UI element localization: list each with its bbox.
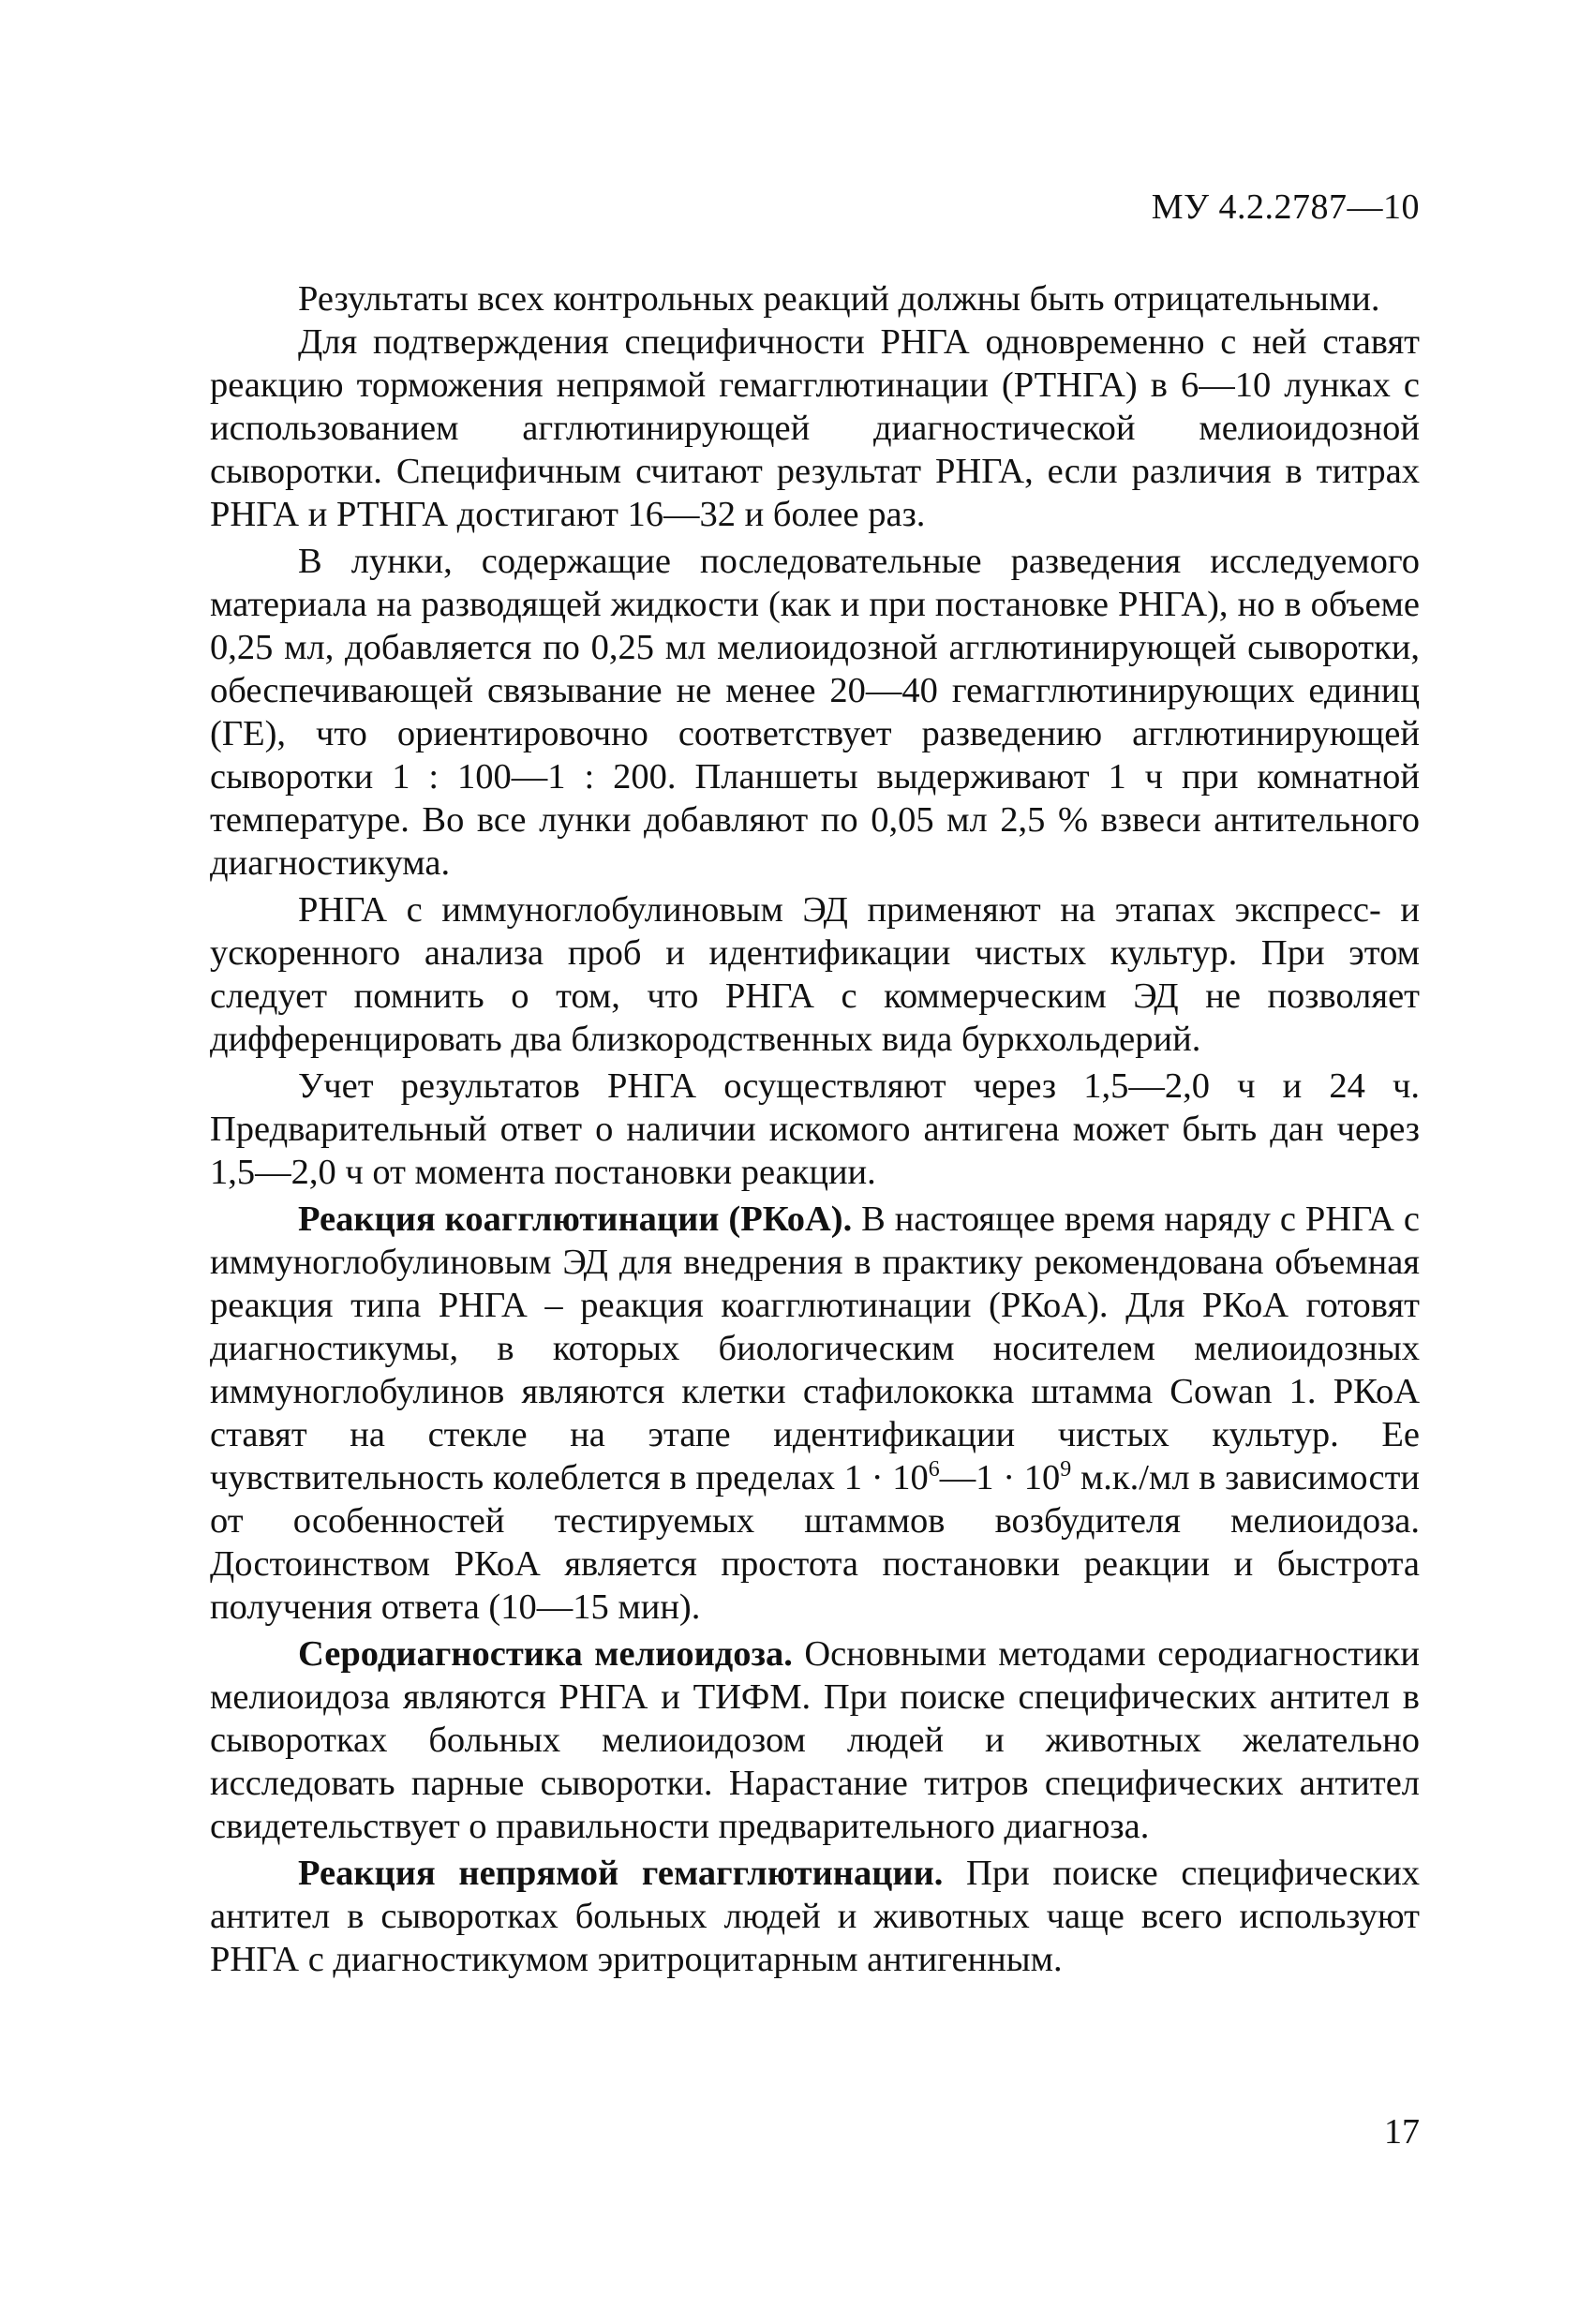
page-number: 17 — [1384, 2112, 1420, 2152]
paragraph-text: В лунки, содержащие последовательные разведения исследуемого материала на разводящей жидкости (как и при постановке РНГА), но в объеме 0,25 мл, добавляется по 0,25 мл мелиоидозной агглютинирующей сыворотки, обеспечивающей связывание не менее 20—40 гемагглютинирующих единиц (ГЕ), что ориентировочно соответствует разведению агглютинирующей сыворотки 1 : 100—1 : 200. Планшеты выдерживают 1 ч при комнатной температуре. Во все лунки добавляют по 0,05 мл 2,5 % взвеси антительного диагностикума. — [210, 542, 1420, 883]
paragraph-text: Основными методами серодиагностики мелиоидоза являются РНГА и ТИФМ. При поиске специфических антител в сыворотках больных мелиоидозом людей и животных желательно исследовать парные сыворотки. Нарастание титров специфических антител свидетельствует о правильности предварительного диагноза. — [210, 1634, 1420, 1846]
paragraph-serodiagnostics — [210, 1632, 1420, 1848]
paragraph-lead-heading: Реакция непрямой гемагглютинации. — [298, 1854, 944, 1893]
paragraph-indirect-hemagglutination — [210, 1852, 1420, 1981]
paragraph-immunoglobulin — [210, 888, 1420, 1061]
paragraph-text: Учет результатов РНГА осуществляют через 1,5—2,0 ч и 24 ч. Предварительный ответ о наличии искомого антигена может быть дан через 1,5—2,0 ч от момента постановки реакции. — [210, 1066, 1420, 1192]
paragraph-specificity — [210, 320, 1420, 536]
paragraph-control-results — [210, 277, 1420, 320]
paragraph-text: В настоящее время наряду с РНГА с иммуноглобулиновым ЭД для внедрения в практику рекомендована объемная реакция типа РНГА – реакция коагглютинации (РКоА). Для РКоА готовят диагностикумы, в которых биологическим носителем мелиоидозных иммуноглобулинов являются клетки стафилококка штамма Cowan 1. РКоА ставят на стекле на этапе идентификации чистых культур. Ее чувствительность колеблется в пределах 1 · 10 — [210, 1199, 1420, 1497]
body-text — [210, 277, 1420, 1985]
superscript-exponent: 9 — [1060, 1457, 1072, 1482]
paragraph-text: м.к./мл в зависимости от особенностей тестируемых штаммов возбудителя мелиоидоза. Достоинством РКоА является простота постановки реакции и быстрота получения ответа (10—15 мин). — [210, 1458, 1420, 1627]
paragraph-wells — [210, 540, 1420, 885]
paragraph-text: Для подтверждения специфичности РНГА одновременно с ней ставят реакцию торможения непрямой гемагглютинации (РТНГА) в 6—10 лунках с использованием агглютинирующей диагностической мелиоидозной сыворотки. Специфичным считают результат РНГА, если различия в титрах РНГА и РТНГА достигают 16—32 и более раз. — [210, 322, 1420, 534]
paragraph-text: При поиске специфических антител в сыворотках больных людей и животных чаще всего используют РНГА с диагностикумом эритроцитарным антигенным. — [210, 1854, 1420, 1979]
superscript-exponent: 6 — [928, 1457, 940, 1482]
document-code: МУ 4.2.2787—10 — [1151, 187, 1420, 227]
paragraph-text: Результаты всех контрольных реакций должны быть отрицательными. — [298, 279, 1380, 319]
paragraph-text: —1 · 10 — [939, 1458, 1061, 1497]
paragraph-lead-heading: Реакция коагглютинации (РКоА). — [298, 1199, 853, 1239]
paragraph-lead-heading: Серодиагностика мелиоидоза. — [298, 1634, 793, 1674]
paragraph-results-timing — [210, 1065, 1420, 1194]
paragraph-text: РНГА с иммуноглобулиновым ЭД применяют на этапах экспресс- и ускоренного анализа проб и идентификации чистых культур. При этом следует помнить о том, что РНГА с коммерческим ЭД не позволяет дифференцировать два близкородственных вида буркхольдерий. — [210, 890, 1420, 1059]
paragraph-coagglutination — [210, 1198, 1420, 1629]
